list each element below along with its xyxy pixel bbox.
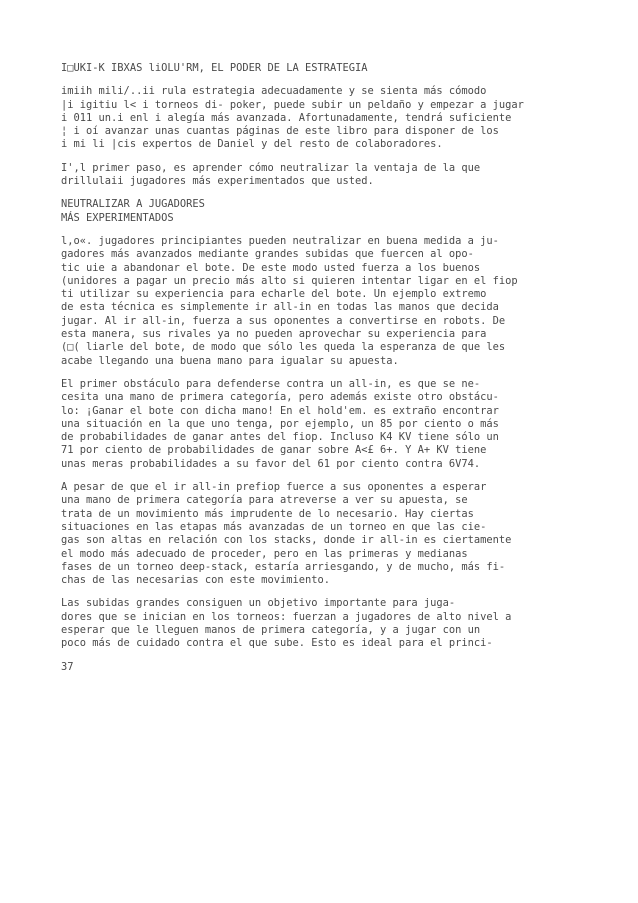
text-line: situaciones en las etapas más avanzadas de un torneo en que las cie- xyxy=(61,520,487,533)
text-line: trata de un movimiento más imprudente de lo necesario. Hay ciertas xyxy=(61,507,474,520)
text-line: gadores más avanzados mediante grandes subidas que fuercen al opo- xyxy=(61,248,474,261)
text-line: cesita una mano de primera categoría, pero además existe otro obstácu- xyxy=(61,391,499,404)
section-heading xyxy=(61,198,581,225)
text-line: l,o«. jugadores principiantes pueden neutralizar en buena medida a ju- xyxy=(61,234,499,247)
text-line: gas son altas en relación con los stacks, donde ir all-in es ciertamente xyxy=(61,534,512,547)
text-line: chas de las necesarias con este movimiento. xyxy=(61,574,330,587)
text-line: fases de un torneo deep-stack, estaría arriesgando, y de mucho, más fi- xyxy=(61,560,506,573)
heading-line: MÁS EXPERIMENTADOS xyxy=(61,211,174,224)
text-line: de probabilidades de ganar antes del fiop. Incluso K4 KV tiene sólo un xyxy=(61,431,499,444)
paragraph-intro xyxy=(61,85,581,151)
text-line: 71 por ciento de probabilidades de ganar sobre A<£ 6+. Y A+ KV tiene xyxy=(61,444,487,457)
text-line: una situación en la que uno tenga, por ejemplo, un 85 por ciento o más xyxy=(61,417,499,430)
text-line: drillulaii jugadores más experimentados que usted. xyxy=(61,175,374,188)
text-line: unas meras probabilidades a su favor del 61 por ciento contra 6V74. xyxy=(61,457,481,470)
text-line: ¦ i oí avanzar unas cuantas páginas de este libro para disponer de los xyxy=(61,125,499,138)
paragraph-first-step xyxy=(61,162,581,189)
page-number: 37 xyxy=(61,660,74,673)
text-line: imiih mili/..ii rula estrategia adecuadamente y se sienta más cómodo xyxy=(61,85,487,98)
text-line: acabe llegando una buena mano para igualar su apuesta. xyxy=(61,354,399,367)
text-line: |i igitiu l< i torneos di- poker, puede subir un peldaño y empezar a jugar xyxy=(61,98,524,111)
heading-line: NEUTRALIZAR A JUGADORES xyxy=(61,198,205,211)
paragraph-neutralize xyxy=(61,235,581,368)
text-line: ti utilizar su experiencia para echarle del bote. Un ejemplo extremo xyxy=(61,288,487,301)
text-line: A pesar de que el ir all-in prefiop fuerce a sus oponentes a esperar xyxy=(61,481,487,494)
running-title: I□UKI-K IBXAS liOLU'RM, EL PODER DE LA ESTRATEGIA xyxy=(61,62,368,74)
text-line: i 011 un.i enl i alegía más avanzada. Afortunadamente, tendrá suficiente xyxy=(61,111,512,124)
text-line: esperar que le lleguen manos de primera categoría, y a jugar con un xyxy=(61,623,481,636)
text-line: dores que se inician en los torneos: fuerzan a jugadores de alto nivel a xyxy=(61,610,512,623)
text-line: (unidores a pagar un precio más alto si quieren intentar ligar en el fiop xyxy=(61,274,518,287)
text-line: lo: ¡Ganar el bote con dicha mano! En el hold'em. es extraño encontrar xyxy=(61,404,499,417)
text-line: I',l primer paso, es aprender cómo neutralizar la ventaja de la que xyxy=(61,161,481,174)
text-line: El primer obstáculo para defenderse contra un all-in, es que se ne- xyxy=(61,377,481,390)
text-line: Las subidas grandes consiguen un objetivo importante para juga- xyxy=(61,597,456,610)
paragraph-obstacle xyxy=(61,378,581,471)
paragraph-large-raises xyxy=(61,597,581,650)
text-line: tic uie a abandonar el bote. De este modo usted fuerza a los buenos xyxy=(61,261,481,274)
page-content xyxy=(61,62,581,674)
text-line: una mano de primera categoría para atreverse a ver su apuesta, se xyxy=(61,494,468,507)
text-line: poco más de cuidado contra el que sube. Esto es ideal para el princi- xyxy=(61,637,493,650)
text-line: (□( liarle del bote, de modo que sólo les queda la esperanza de que les xyxy=(61,341,506,354)
text-line: esta manera, sus rivales ya no pueden aprovechar su experiencia para xyxy=(61,328,487,341)
text-line: de esta técnica es simplemente ir all-in en todas las manos que decida xyxy=(61,301,499,314)
text-line: i mi li |cis expertos de Daniel y del resto de colaboradores. xyxy=(61,138,443,151)
text-line: jugar. Al ir all-in, fuerza a sus oponentes a convertirse en robots. De xyxy=(61,314,506,327)
text-line: el modo más adecuado de proceder, pero en las primeras y medianas xyxy=(61,547,468,560)
paragraph-preflop xyxy=(61,481,581,587)
